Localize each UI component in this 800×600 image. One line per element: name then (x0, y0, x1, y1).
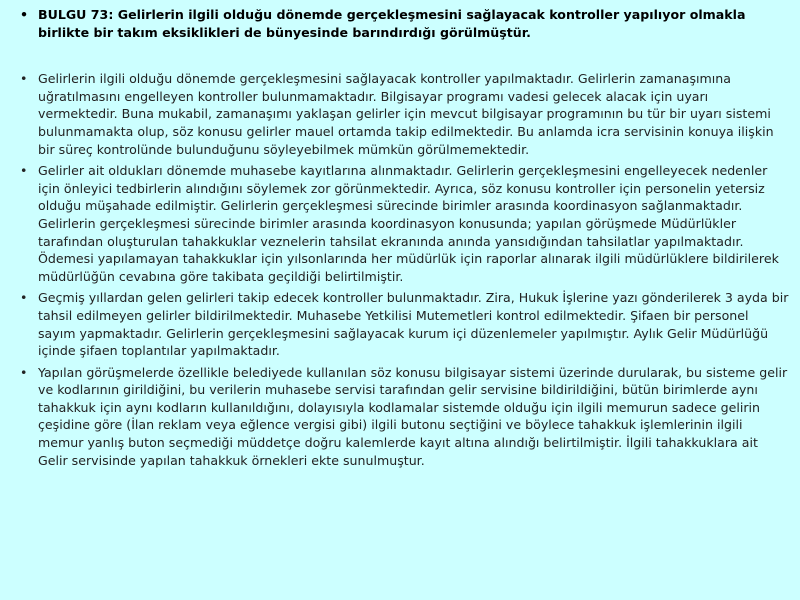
bullet-icon: • (20, 163, 28, 179)
paragraph-text: Geçmiş yıllardan gelen gelirleri takip edecek kontroller bulunmaktadır. Zira, Hukuk İşlerine yazı gönderilerek 3 ayda bir tahsil edilmeyen gelirler bildirilmektedir. Muhasebe Yetkilisi Mutemetleri kontrol edilmektedir. Şifaen bir personel sayım yapmaktadır. Gelirlerin gerçekleşmesini sağlayacak kurum içi düzenlemeler yapılmıştır. Aylık Gelir Müdürlüğü içinde şifaen toplantılar yapılmaktadır. (38, 290, 789, 359)
paragraph-text: Gelirler ait oldukları dönemde muhasebe kayıtlarına alınmaktadır. Gelirlerin gerçekleşmesini engelleyecek nedenler için önleyici tedbirlerin alındığını söylemek zor görünmektedir. Ayrıca, söz konusu kontroller için personelin yetersiz olduğu müşahade edilmiştir. Gelirlerin gerçekleşmesi sürecinde birimler arasında koordinasyon sağlanmaktadır. Gelirlerin gerçekleşmesi sürecinde birimler arasında koordinasyon konusunda; yapılan görüşmede Müdürlükler tarafından oluşturulan tahakkuklar veznelerin tahsilat ekranında anında yansıdığından tahsilatlar yapılmaktadır. Ödemesi yapılamayan tahakkuklar için yılsonlarında her müdürlük için raporlar alınarak ilgili müdürlüklere bildirilerek müdürlüğün cevabına göre takibata geçildiği belirtilmiştir. (38, 163, 779, 284)
paragraph-3 (20, 289, 790, 359)
bullet-icon: • (20, 7, 29, 22)
paragraph-text: Yapılan görüşmelerde özellikle belediyede kullanılan söz konusu bilgisayar sistemi üzerinde durularak, bu sisteme gelir ve kodlarının girildiğini, bu verilerin muhasebe servisi tarafından gelir servisine bildirildiğini, bütün birimlerde aynı tahakkuk için aynı kodların kullanıldığını, dolayısıyla kodlamalar sistemde olduğu için ilgili memurun sadece gelirin çeşidine göre (İlan reklam veya eğlence vergisi gibi) ilgili butonu seçtiğini ve böylece tahakkuk işlemlerinin ilgili memur yanlış buton seçmediği müddetçe doğru kalemlerde kayıt altına alındığı belirtilmiştir. İlgili tahakkuklara ait Gelir servisinde yapılan tahakkuk örnekleri ekte sunulmuştur. (38, 364, 788, 468)
finding-heading-text: BULGU 73: Gelirlerin ilgili olduğu dönemde gerçekleşmesini sağlayacak kontroller yapılıyor olmakla birlikte bir takım eksiklikleri de bünyesinde barındırdığı görülmüştür. (38, 7, 746, 40)
paragraph-1 (20, 70, 790, 158)
paragraph-2 (20, 162, 790, 285)
bullet-icon: • (20, 364, 28, 380)
paragraph-text: Gelirlerin ilgili olduğu dönemde gerçekleşmesini sağlayacak kontroller yapılmaktadır. Gelirlerin zamanaşımına uğratılmasını engelleyen kontroller bulunmamaktadır. Bilgisayar programı vadesi gelecek alacak için uyarı vermektedir. Buna mukabil, zamanaşımı yaklaşan gelirler için mevcut bilgisayar programının bu tür bir uyarı sistemi bulunmamakta olup, söz konusu gelirler mauel ortamda takip edilmektedir. Bu anlamda icra servisinin konuya ilişkin bir süreç kontrolünde bulunduğunu söyleyebilmek mümkün görülmemektedir. (38, 71, 774, 157)
bullet-icon: • (20, 71, 28, 87)
paragraph-4 (20, 364, 790, 470)
bullet-icon: • (20, 290, 28, 306)
finding-heading (20, 6, 790, 41)
